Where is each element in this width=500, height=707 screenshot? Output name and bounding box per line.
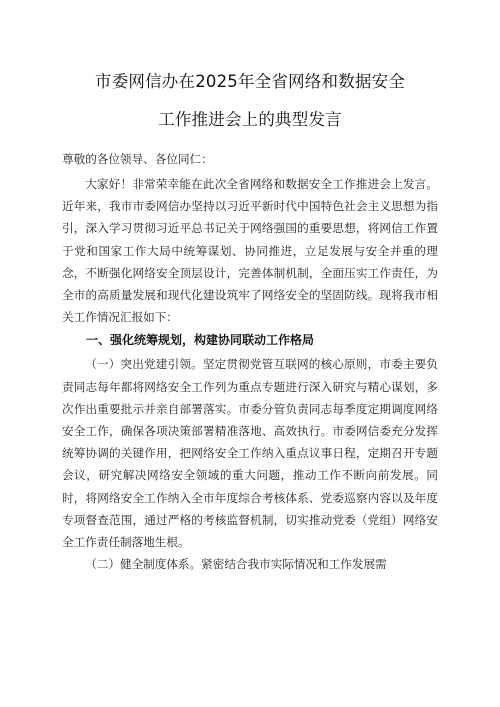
intro-paragraph: 大家好！非常荣幸能在此次全省网络和数据安全工作推进会上发言。近年来，我市市委网信办坚持以习近平新时代中国特色社会主义思想为指引，深入学习贯彻习近平总书记关于网络强国的重要思想，将网信工作置于党和国家工作大局中统筹谋划、协同推进，立足发展与安全并重的理念，不断强化网络安全顶层设计，完善体制机制，全面压实工作责任，为全市的高质量发展和现代化建设筑牢了网络安全的坚固防线。现将我市相关工作情况汇报如下： bbox=[62, 177, 438, 325]
document-title-line-2: 工作推进会上的典型发言 bbox=[158, 110, 342, 129]
section-1-paragraph-1: （一）突出党建引领。坚定贯彻党管互联网的核心原则，市委主要负责同志每年都将网络安全工作列为重点专题进行深入研究与精心谋划，多次作出重要批示并亲自部署落实。市委分管负责同志每季度定期调度网络安全工作，确保各项决策部署精准落地、高效执行。市委网信委充分发挥统筹协调的关键作用，把网络安全工作纳入重点议事日程，定期召开专题会议，研究解决网络安全领域的重大问题，推动工作不断向前发展。同时，将网络安全工作纳入全市年度综合考核体系、党委巡察内容以及年度专项督查范围，通过严格的考核监督机制，切实推动党委（党组）网络安全工作责任制落地生根。 bbox=[62, 357, 438, 550]
section-1-paragraph-2: （二）健全制度体系。紧密结合我市实际情况和工作发展需 bbox=[85, 557, 387, 572]
salutation: 尊敬的各位领导、各位同仁： bbox=[62, 152, 213, 166]
document-title-line-1: 市委网信办在2025年全省网络和数据安全 bbox=[95, 72, 405, 91]
section-heading-1: 一、强化统筹规划，构建协同联动工作格局 bbox=[86, 333, 315, 348]
